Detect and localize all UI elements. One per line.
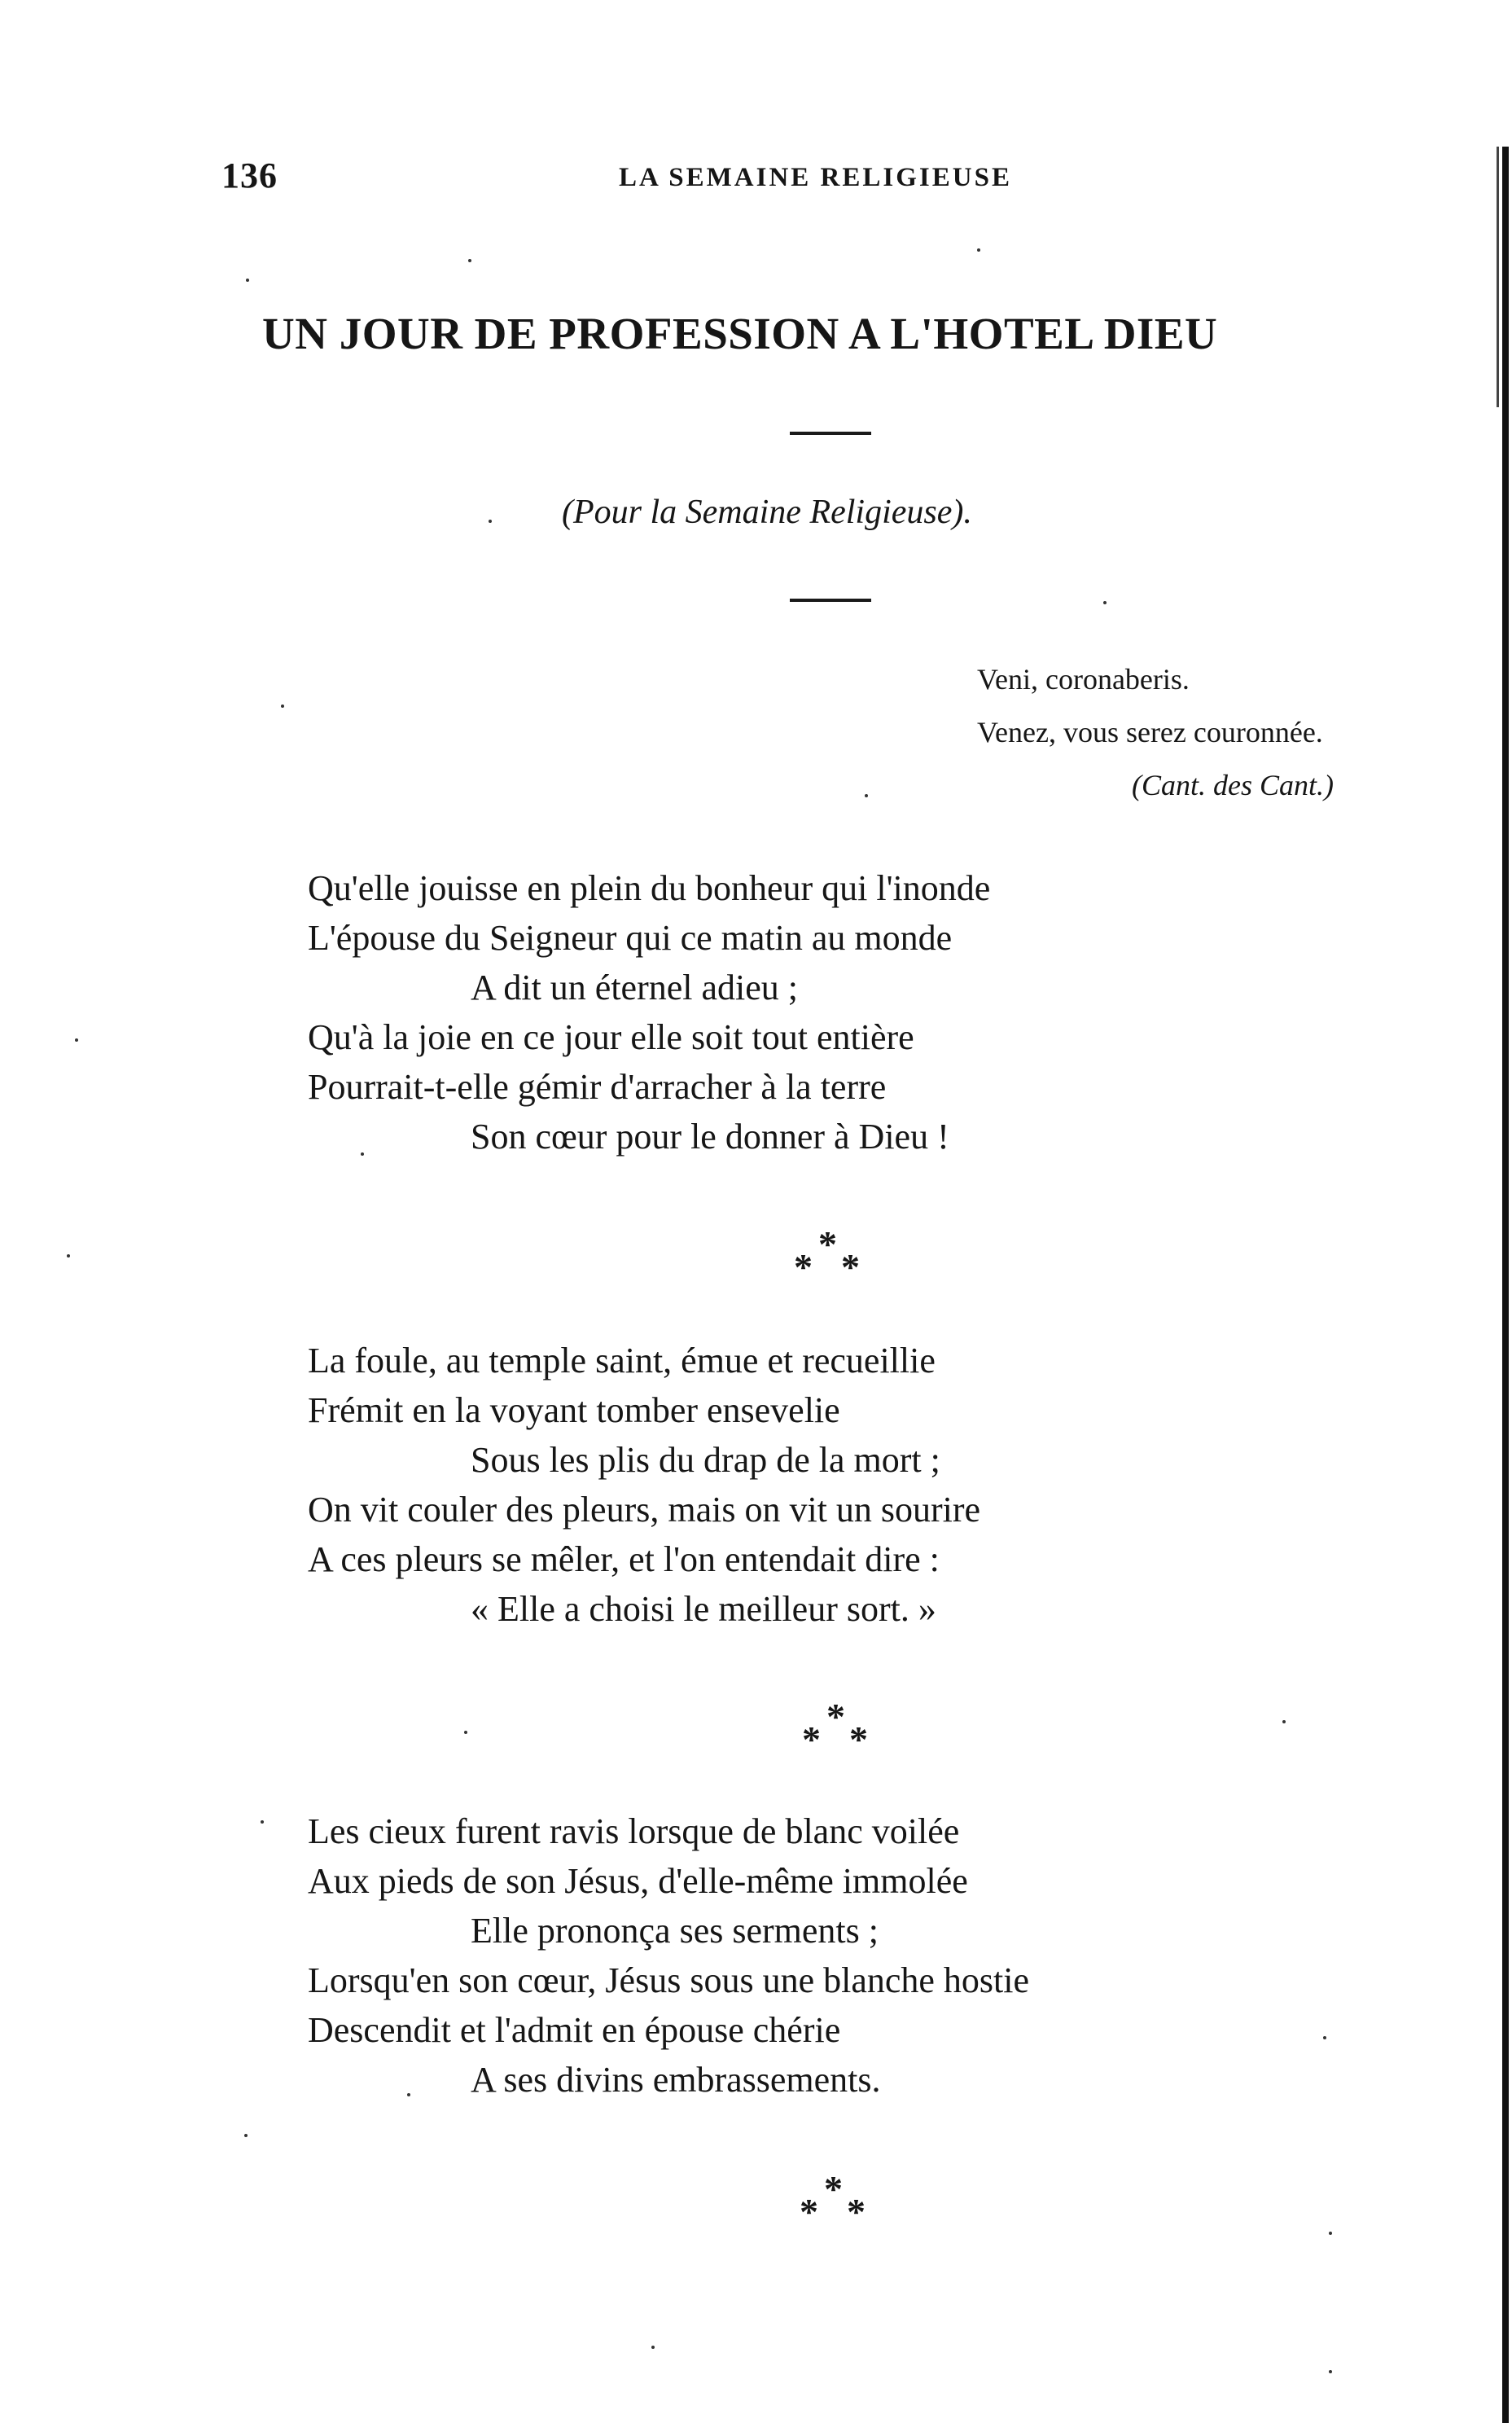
- page-number: 136: [221, 156, 278, 195]
- scan-speck: [67, 1254, 70, 1258]
- verse: Lorsqu'en son cœur, Jésus sous une blanche hostie: [308, 1960, 1030, 2000]
- verse: Elle prononça ses serments ;: [471, 1911, 879, 1951]
- scan-speck: [1329, 2232, 1332, 2235]
- verse: A dit un éternel adieu ;: [471, 968, 798, 1007]
- verse: La foule, au temple saint, émue et recueillie: [308, 1341, 936, 1380]
- asterism-star: *: [802, 1718, 821, 1760]
- verse: L'épouse du Seigneur qui ce matin au monde: [308, 918, 953, 958]
- asterism-star: *: [826, 1696, 845, 1737]
- scan-speck: [261, 1820, 264, 1824]
- asterism-divider: [800, 2168, 873, 2232]
- asterism-star: *: [847, 2191, 866, 2232]
- scan-speck: [1323, 2036, 1326, 2039]
- asterism-divider: [794, 1223, 867, 1288]
- scan-speck: [464, 1731, 467, 1734]
- subtitle-rule: [790, 599, 871, 602]
- scan-speck: [977, 248, 980, 252]
- asterism-divider: [802, 1696, 875, 1760]
- asterism-star: *: [841, 1246, 860, 1288]
- stanza-3: [308, 1806, 1029, 2105]
- epigraph-latin: Veni, coronaberis.: [977, 663, 1190, 696]
- asterism-star: *: [818, 1223, 837, 1265]
- scan-speck: [281, 705, 284, 708]
- scan-speck: [407, 2093, 410, 2096]
- running-title: LA SEMAINE RELIGIEUSE: [619, 163, 1012, 192]
- verse: Descendit et l'admit en épouse chérie: [308, 2010, 841, 2050]
- scan-speck: [489, 520, 492, 523]
- verse: Qu'elle jouisse en plein du bonheur qui l'inonde: [308, 868, 991, 908]
- scan-speck: [244, 2134, 248, 2137]
- stanza-2: [308, 1336, 980, 1634]
- asterism-star: *: [849, 1718, 868, 1760]
- stanza-1: [308, 863, 990, 1161]
- verse: Frémit en la voyant tomber ensevelie: [308, 1390, 840, 1430]
- verse: A ces pleurs se mêler, et l'on entendait dire :: [308, 1539, 940, 1579]
- scan-speck: [865, 794, 868, 797]
- scan-speck: [1282, 1720, 1286, 1723]
- verse: On vit couler des pleurs, mais on vit un sourire: [308, 1490, 981, 1530]
- verse: Pourrait-t-elle gémir d'arracher à la terre: [308, 1067, 887, 1107]
- scan-speck: [75, 1038, 78, 1042]
- article-title: UN JOUR DE PROFESSION A L'HOTEL DIEU: [262, 309, 1218, 358]
- verse: Qu'à la joie en ce jour elle soit tout entière: [308, 1017, 914, 1057]
- epigraph-source: (Cant. des Cant.): [1132, 769, 1334, 801]
- scan-speck: [1103, 601, 1107, 604]
- verse: Les cieux furent ravis lorsque de blanc voilée: [308, 1811, 960, 1851]
- scan-speck: [468, 259, 471, 262]
- asterism-star: *: [824, 2168, 843, 2210]
- scan-speck: [1329, 2370, 1332, 2373]
- asterism-star: *: [794, 1246, 813, 1288]
- verse: « Elle a choisi le meilleur sort. »: [471, 1589, 936, 1629]
- epigraph-french: Venez, vous serez couronnée.: [977, 716, 1323, 748]
- binding-edge: [1502, 147, 1509, 2423]
- scan-speck: [651, 2346, 655, 2349]
- verse: Son cœur pour le donner à Dieu !: [471, 1117, 949, 1157]
- verse: Aux pieds de son Jésus, d'elle-même immolée: [308, 1861, 968, 1901]
- epigraph: [977, 653, 1334, 812]
- scan-speck: [246, 279, 249, 282]
- verse: Sous les plis du drap de la mort ;: [471, 1440, 940, 1480]
- scan-speck: [361, 1152, 364, 1156]
- binding-edge-shadow: [1497, 147, 1499, 407]
- asterism-star: *: [800, 2191, 818, 2232]
- verse: A ses divins embrassements.: [471, 2060, 881, 2100]
- title-rule: [790, 432, 871, 435]
- article-subtitle: (Pour la Semaine Religieuse).: [562, 494, 972, 531]
